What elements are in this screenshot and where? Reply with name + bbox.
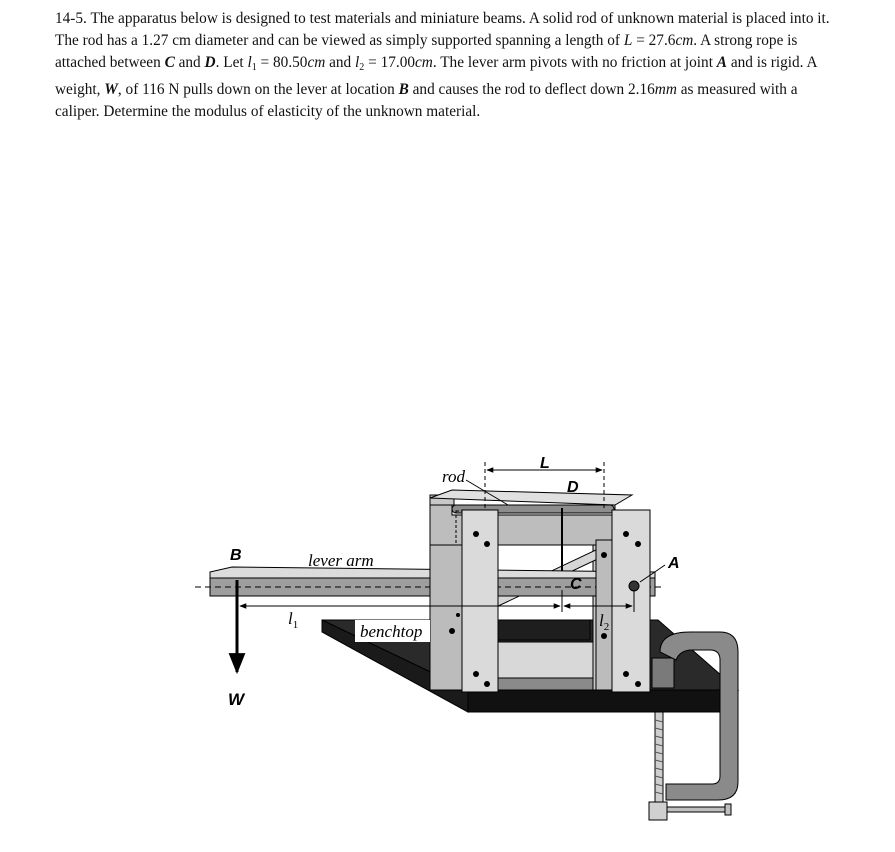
- weight-value: 116 N: [142, 81, 180, 98]
- label-a: A: [668, 555, 680, 572]
- label-l-span: L: [540, 455, 550, 472]
- label-benchtop: benchtop: [360, 622, 423, 641]
- label-l2: $l_2$: [599, 611, 610, 633]
- label-b: B: [230, 547, 242, 564]
- top-frame: [430, 490, 632, 545]
- label-w: W: [228, 690, 245, 709]
- label-d: D: [567, 479, 579, 496]
- length-value: 27.6: [648, 32, 676, 49]
- deflection-value: 2.16: [628, 81, 655, 98]
- label-c: C: [570, 576, 582, 593]
- problem-statement: 14-5. The apparatus below is designed to test materials and miniature beams. A solid rod of unknown material is placed into it. The rod has a 1.27 cm diameter and can be viewed as simply supported spanning a length of L = 27.6cm. A strong rope is attached between C and D. Let $l_1 = 80.50cm$ and $l_2 = 17.00cm$. The lever arm pivots with no friction at joint A and is rigid. A weight, W, of 116 N pulls down on the lever at location B and causes the rod to deflect down 2.16mm as measured with a caliper. Determine the modulus of elasticity of the unknown material.: [55, 10, 830, 120]
- label-l1: $l_1$: [288, 609, 299, 631]
- rod-diameter: 1.27 cm: [141, 32, 191, 49]
- label-lever-arm: lever arm: [308, 551, 374, 570]
- pivot-a: [629, 581, 639, 591]
- label-rod: rod: [442, 467, 465, 486]
- problem-number: 14-5.: [55, 10, 87, 27]
- l1-value: 80.50: [273, 54, 308, 71]
- l2-value: 17.00: [380, 54, 415, 71]
